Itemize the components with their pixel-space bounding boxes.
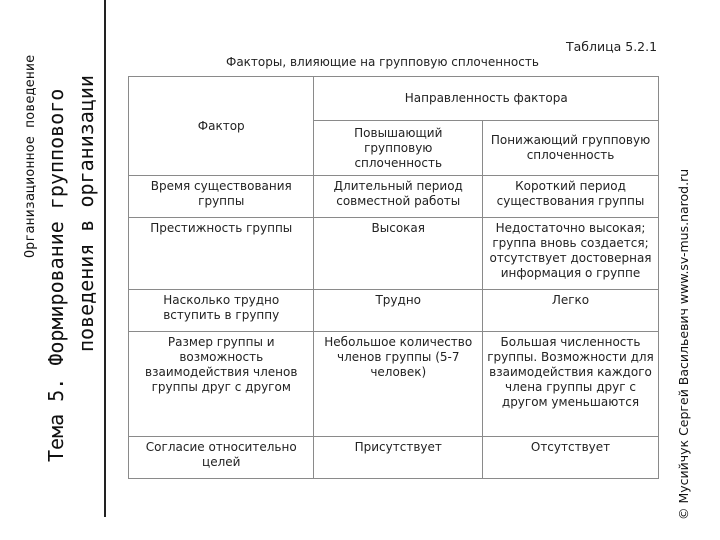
subject-title: Организационное поведение (22, 54, 38, 258)
factor-cell: Согласие относительно целей (129, 437, 314, 479)
table-row (129, 176, 659, 218)
decreasing-cell: Недостаточно высокая; группа вновь создается; отсутствует достоверная информация о группе (483, 218, 659, 290)
slide-sidebar (0, 0, 110, 540)
header-increasing: Повышающий групповую сплоченность (314, 121, 483, 176)
header-decreasing: Понижающий групповую сплоченность (483, 121, 659, 176)
factor-cell: Престижность группы (129, 218, 314, 290)
decreasing-cell: Большая численность группы. Возможности для взаимодействия каждого члена группы друг с другом уменьшаются (483, 332, 659, 437)
table-row (129, 218, 659, 290)
increasing-cell: Высокая (314, 218, 483, 290)
table-caption: Факторы, влияющие на групповую сплоченность (226, 55, 539, 69)
header-factor: Фактор (129, 77, 314, 176)
increasing-cell: Присутствует (314, 437, 483, 479)
topic-title-line-1: Тема 5. Формирование группового (44, 88, 68, 462)
increasing-cell: Длительный период совместной работы (314, 176, 483, 218)
table-row (129, 437, 659, 479)
table-row (129, 332, 659, 437)
sidebar-divider (104, 0, 106, 517)
increasing-cell: Трудно (314, 290, 483, 332)
factor-cell: Время существования группы (129, 176, 314, 218)
factor-cell: Размер группы и возможность взаимодействия членов группы друг с другом (129, 332, 314, 437)
increasing-cell: Небольшое количество членов группы (5-7 человек) (314, 332, 483, 437)
factor-cell: Насколько трудно вступить в группу (129, 290, 314, 332)
table-number: Таблица 5.2.1 (566, 39, 658, 54)
topic-title-line-2: поведения в организации (74, 75, 98, 352)
copyright-notice: © Мусийчук Сергей Васильевич www.sv-mus.narod.ru (676, 168, 691, 520)
header-direction: Направленность фактора (314, 77, 659, 121)
table-row (129, 290, 659, 332)
decreasing-cell: Отсутствует (483, 437, 659, 479)
decreasing-cell: Короткий период существования группы (483, 176, 659, 218)
decreasing-cell: Легко (483, 290, 659, 332)
factors-table (128, 76, 659, 479)
